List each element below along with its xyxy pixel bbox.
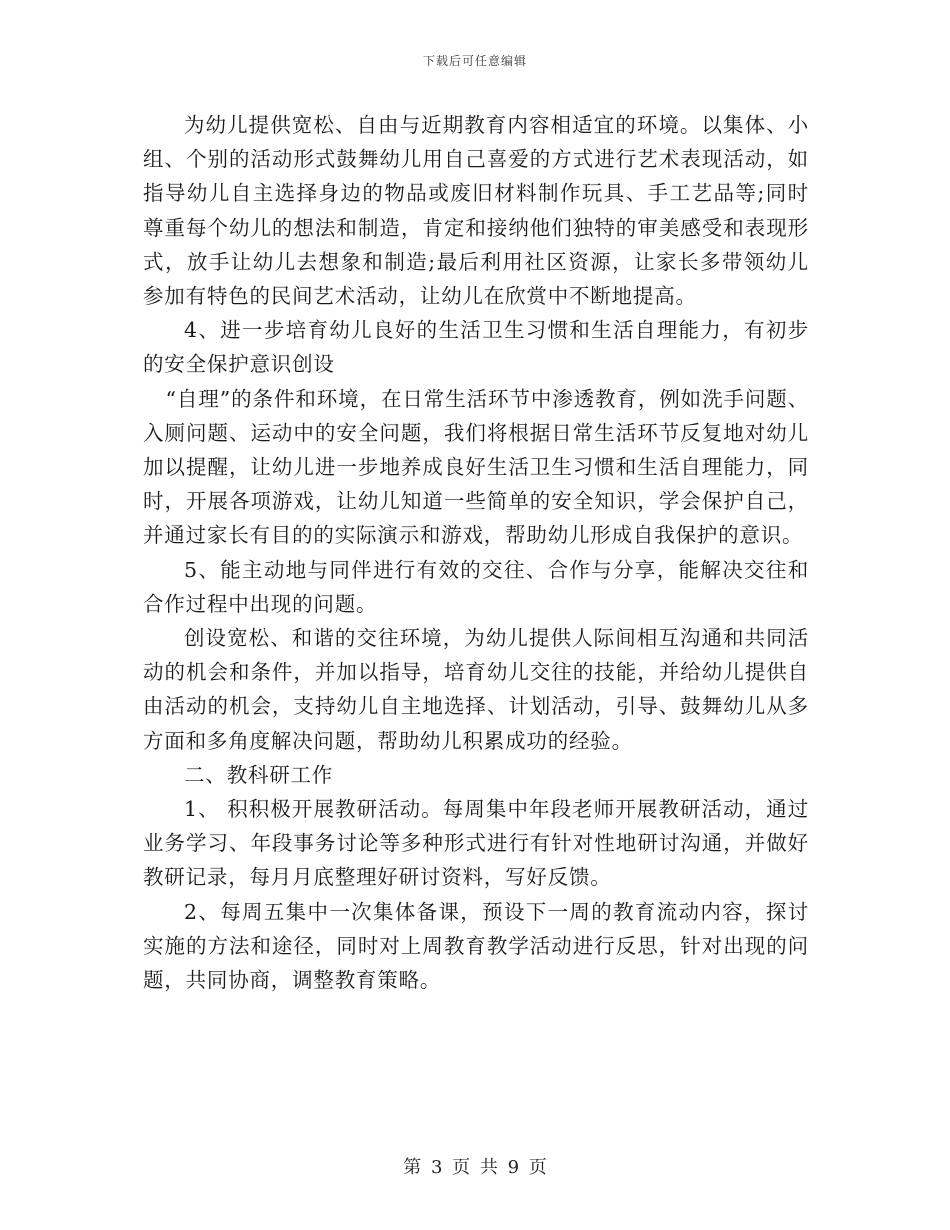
section-heading-research: 二、教科研工作 [184,762,334,787]
paragraph-art-environment: 为幼儿提供宽松、自由与近期教育内容相适宜的环境。以集体、小组、个别的活动形式鼓舞幼儿用自己喜爱的方式进行艺术表现活动，如指导幼儿自主选择身边的物品或废旧材料制作玩具、手工艺品等;同时尊重每个幼儿的想法和制造，肯定和接纳他们独特的审美感受和表现形式，放手让幼儿去想象和制造;最后利用社区资源，让家长多带领幼儿参加有特色的民间艺术活动，让幼儿在欣赏中不断地提高。 [143,113,809,309]
paragraph-item-4-heading: 4、进一步培育幼儿良好的生活卫生习惯和生活自理能力，有初步的安全保护意识创设 [143,318,809,377]
paragraph-self-care: “自理”的条件和环境，在日常生活环节中渗透教育，例如洗手问题、入厕问题、运动中的安全问题，我们将根据日常生活环节反复地对幼儿加以提醒，让幼儿进一步地养成良好生活卫生习惯和生活自理能力，同时，开展各项游戏，让幼儿知道一些简单的安全知识，学会保护自己，并通过家长有目的的实际演示和游戏，帮助幼儿形成自我保护的意识。 [143,386,809,548]
paragraph-social-environment: 创设宽松、和谐的交往环境，为幼儿提供人际间相互沟通和共同活动的机会和条件，并加以指导，培育幼儿交往的技能，并给幼儿提供自由活动的机会，支持幼儿自主地选择、计划活动，引导、鼓舞幼儿从多方面和多角度解决问题，帮助幼儿积累成功的经验。 [143,626,809,753]
page-number: 第 3 页 共 9 页 [403,1157,547,1178]
paragraph-research-item-2: 2、每周五集中一次集体备课，预设下一周的教育流动内容，探讨实施的方法和途径，同时对上周教育教学活动进行反思，针对出现的问题，共同协商，调整教育策略。 [143,899,809,993]
paragraph-item-5-heading: 5、能主动地与同伴进行有效的交往、合作与分享，能解决交往和合作过程中出现的问题。 [143,557,809,616]
document-body [143,108,809,997]
page-header-note: 下载后可任意编辑 [422,54,527,68]
paragraph-research-item-1: 1、 积积极开展教研活动。每周集中年段老师开展教研活动，通过业务学习、年段事务讨论等多种形式进行有针对性地研讨沟通，并做好教研记录，每月月底整理好研讨资料，写好反馈。 [143,797,809,890]
